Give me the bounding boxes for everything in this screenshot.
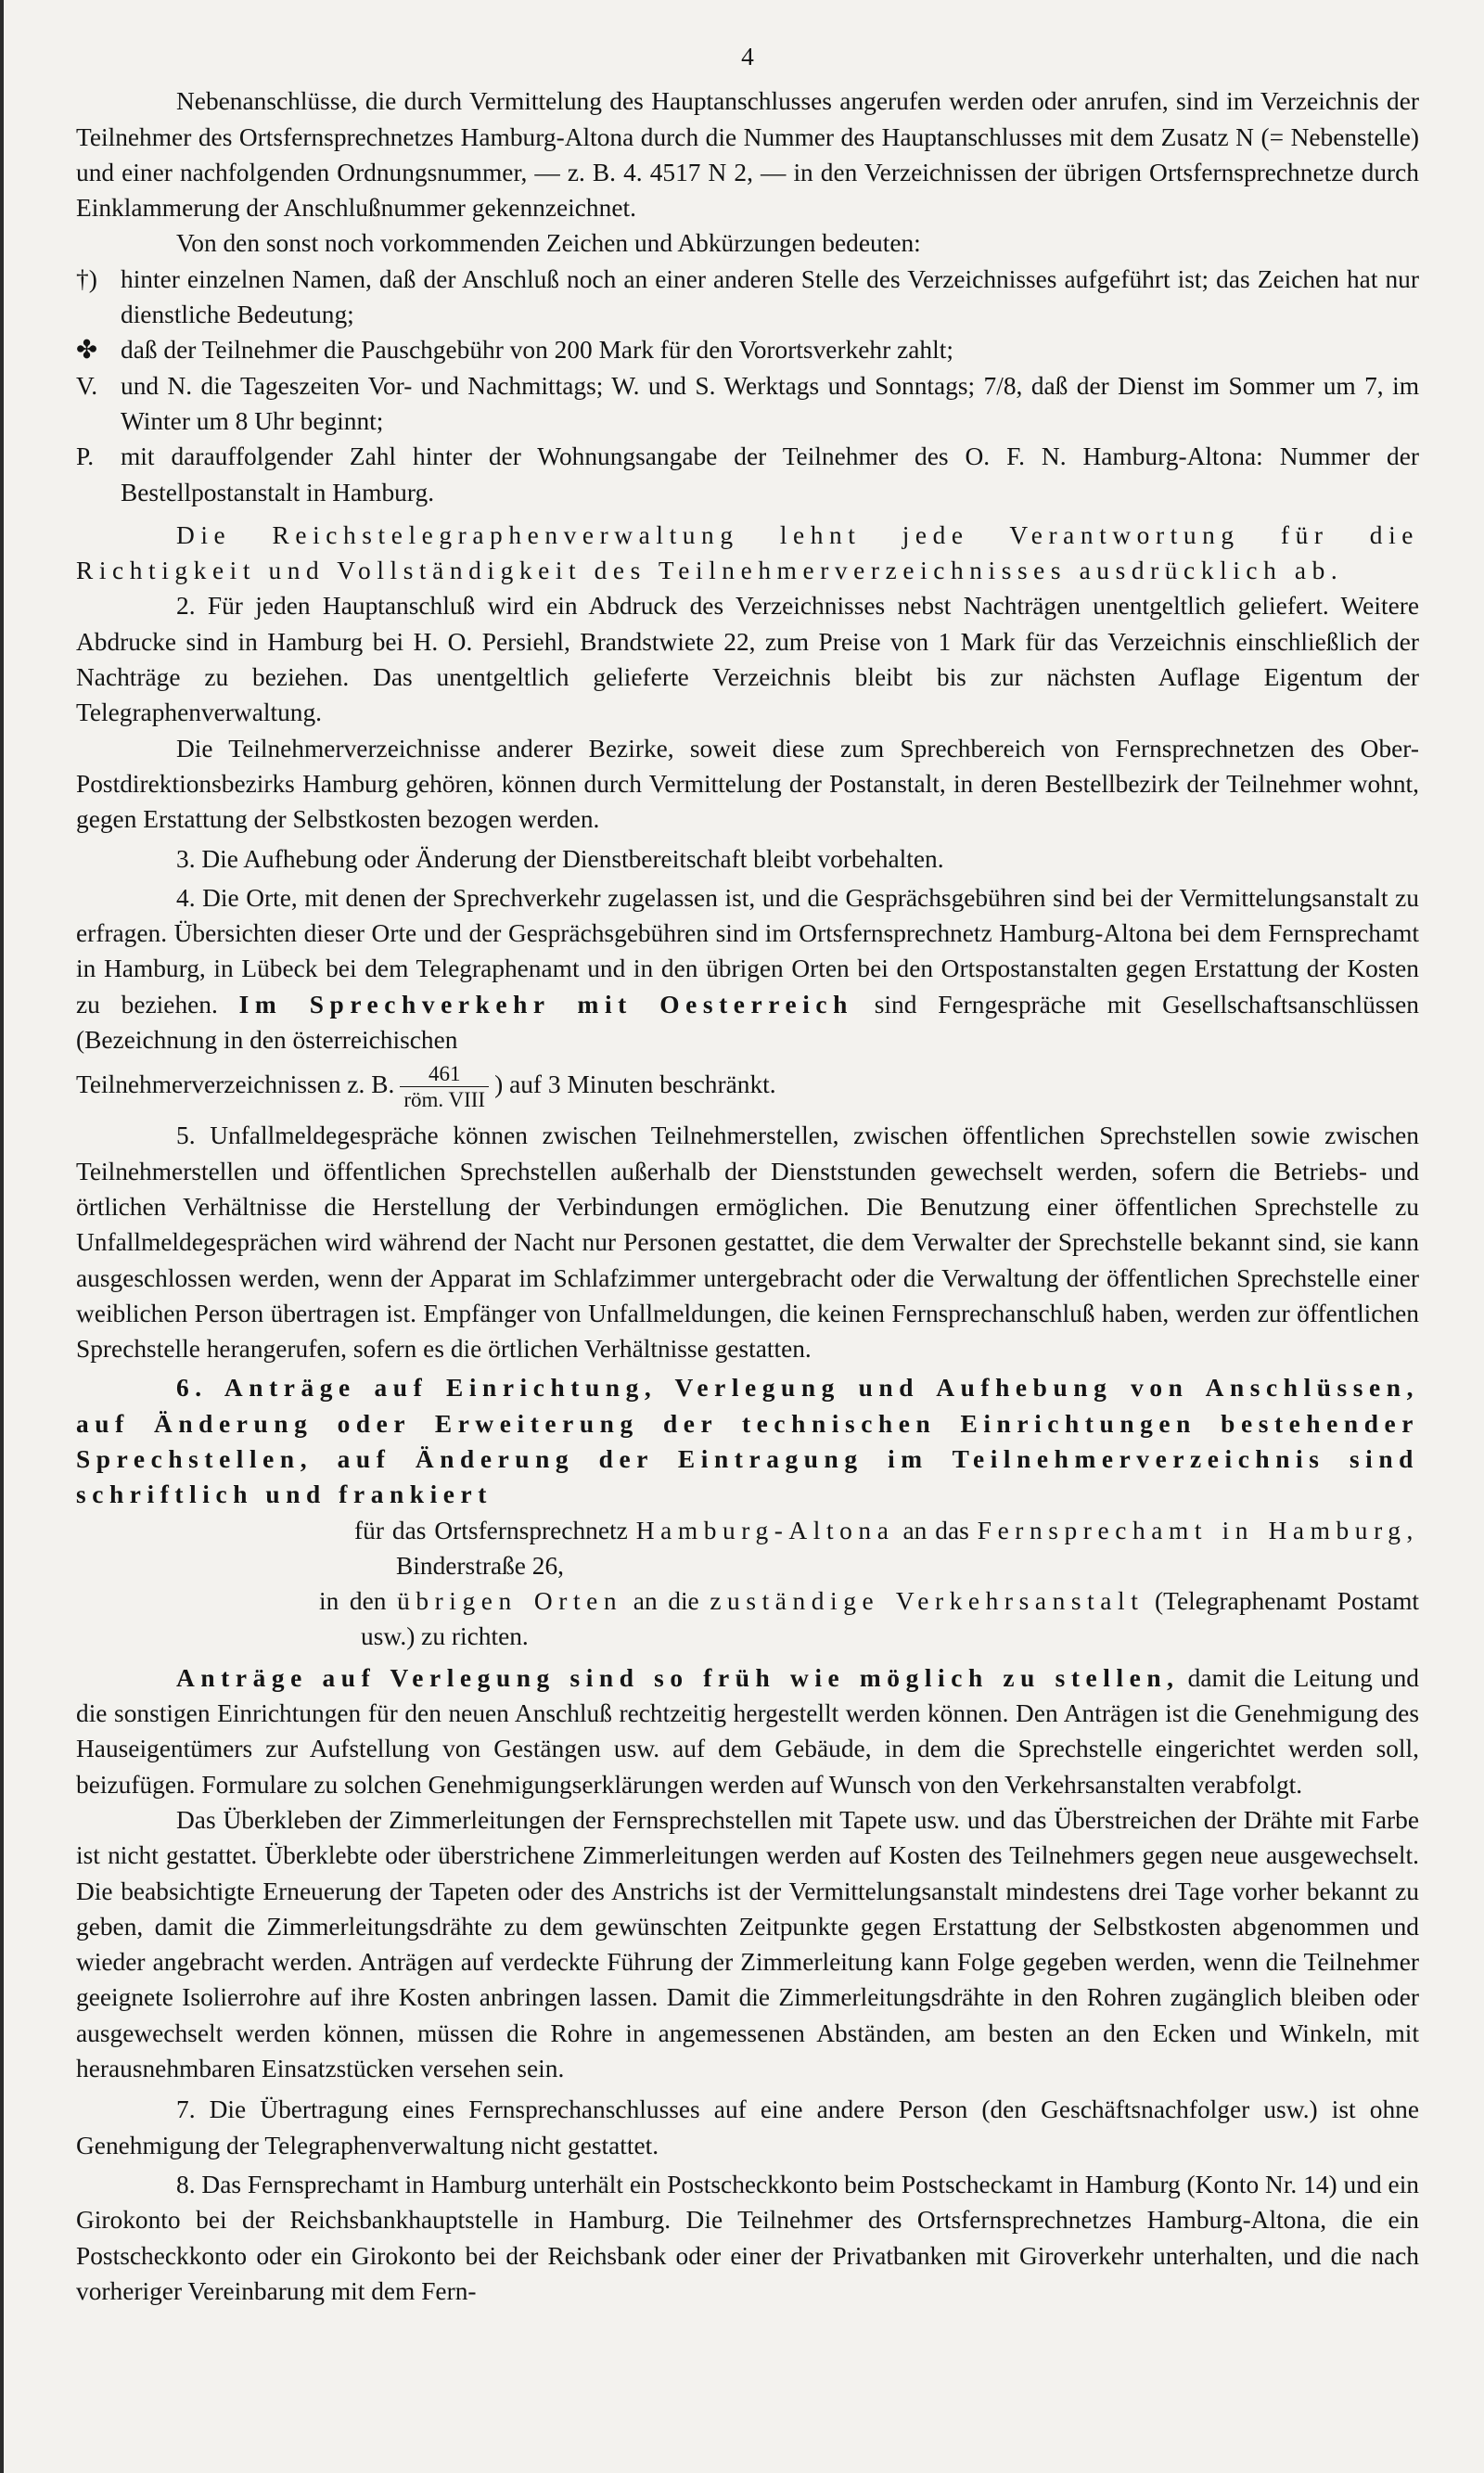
section-2-paragraph: 2. Für jeden Hauptanschluß wird ein Abdruck des Verzeichnisses nebst Nachträgen unentgeltlich geliefert. Weitere Abdrucke sind in Hamburg bei H. O. Persiehl, Brandstwiete 22, zum Preise von 1 Mark für das Verzeichnis einschließlich der Nachträge zu beziehen. Das unentgeltlich gelieferte Verzeichnis bleibt bis zur nächsten Auflage Eigentum der Telegraphenverwaltung. (76, 592, 1419, 727)
fraction (400, 1061, 489, 1112)
section-4: 4. Die Orte, mit denen der Sprechverkehr zugelassen ist, und die Gesprächsgebühren sind bei der Vermittelungsanstalt zu erfragen. Übersichten dieser Orte und der Gesprächsgebühren sind im Ortsfernsprechnetz Hamburg-Altona bei dem Fernsprechamt in Hamburg, in Lübeck bei dem Telegraphenamt und in den übrigen Orten bei den Ortspostanstalten gegen Erstattung der Kosten zu beziehen. Im Sprechverkehr mit Oesterreich sind Ferngespräche mit Gesellschaftsanschlüssen (Bezeichnung in den österreichischen (76, 883, 1419, 1055)
sign-text: und N. die Tageszeiten Vor- und Nachmittags; W. und S. Werktags und Sonntags; 7/8, daß der Dienst im Sommer um 7, im Winter um 8 Uhr beginnt; (121, 371, 1419, 435)
sign-text: mit darauffolgender Zahl hinter der Wohnungsangabe der Teilnehmer des O. F. N. Hamburg-Altona: Nummer der Bestellpostanstalt in Hamburg. (121, 442, 1419, 506)
v-symbol: V. (76, 371, 98, 400)
sign-item-flower (76, 332, 1419, 367)
spaced-austria: Im Sprechverkehr mit Oesterreich (238, 990, 853, 1019)
dagger-symbol: †) (76, 264, 97, 293)
page-content (76, 39, 1419, 2309)
flower-symbol: ✤ (76, 336, 97, 365)
intro-paragraph: Nebenanschlüsse, die durch Vermittelung des Hauptanschlusses angerufen werden oder anrufen, sind im Verzeichnis der Teilnehmer des Ortsfernsprechnetzes Hamburg-Altona durch die Nummer des Hauptanschlusses mit dem Zusatz N (= Nebenstelle) und einer nachfolgenden Ordnungsnummer, — z. B. 4. 4517 N 2, — in den Verzeichnissen der übrigen Ortsfernsprechnetze durch Einklammerung der Anschlußnummer gekennzeichnet. (76, 87, 1419, 223)
sign-text: hinter einzelnen Namen, daß der Anschluß noch an einer anderen Stelle des Verzeichnisses aufgeführt ist; das Zeichen hat nur dienstliche Bedeutung; (121, 264, 1419, 329)
fraction-numerator: 461 (400, 1061, 489, 1087)
section-4-fraction-line: Teilnehmerverzeichnissen z. B. $\frac{461}{\text{röm. VIII}}$ ) auf 3 Minuten beschränkt. (76, 1062, 776, 1112)
section-6-wiring: Das Überkleben der Zimmerleitungen der Fernsprechstellen mit Tapete usw. und das Überstreichen der Drähte mit Farbe ist nicht gestattet. Überklebte oder überstrichene Zimmerleitungen werden auf Kosten des Teilnehmers gegen neue ausgewechselt. Die beabsichtigte Erneuerung der Tapeten oder des Anstrichs ist der Vermittelungsanstalt mindestens drei Tage vorher bekannt zu geben, damit die Zimmerleitungsdrähte zu dem gewünschten Zeitpunkte gegen Erstattung der Selbstkosten abgenommen und wieder angebracht werden. Anträgen auf verdeckte Führung der Zimmerleitung kann Folge gegeben werden, wenn die Teilnehmer geeignete Isolierrohre auf ihre Kosten anbringen lassen. Damit die Zimmerleitungsdrähte in den Rohren zugänglich bleiben oder ausgewechselt werden können, müssen die Rohre in angemessenen Abständen, am besten an den Ecken und Winkeln, mit herausnehmbaren Einsatzstücken versehen sein. (76, 1805, 1419, 2083)
section-8: 8. Das Fernsprechamt in Hamburg unterhält ein Postscheckkonto beim Postscheckamt in Hamburg (Konto Nr. 14) und ein Girokonto bei der Reichsbankhauptstelle in Hamburg. Die Teilnehmer des Ortsfernsprechnetzes Hamburg-Altona, die ein Postscheckkonto oder ein Girokonto bei der Reichsbank oder einer der Privatbanken mit Giroverkehr unterhalten, und die nach vorheriger Vereinbarung mit dem Fern- (76, 2170, 1419, 2305)
section-6-lead: 6. Anträge auf Einrichtung, Verlegung und Aufhebung von Anschlüssen, auf Änderung oder Erweiterung der technischen Einrichtungen bestehender Sprechstellen, auf Änderung der Eintragung im Teilnehmerverzeichnis sind schriftlich und frankiert (76, 1374, 1419, 1509)
section-7: 7. Die Übertragung eines Fernsprechanschlusses auf eine andere Person (den Geschäftsnachfolger usw.) ist ohne Genehmigung der Telegraphenverwaltung nicht gestattet. (76, 2095, 1419, 2159)
sign-item-dagger (76, 262, 1419, 333)
section-6-address-other: in den übrigen Orten an die zuständige Verkehrsanstalt (Telegraphenamt Postamt usw.) zu richten. (319, 1587, 1420, 1651)
sign-item-p (76, 439, 1419, 510)
page-number: 4 (741, 43, 754, 70)
sign-item-v (76, 368, 1419, 440)
section-6-relocation: Anträge auf Verlegung sind so früh wie möglich zu stellen, damit die Leitung und die sonstigen Einrichtungen für den neuen Anschluß rechtzeitig hergestellt werden können. Den Anträgen ist die Genehmigung des Hauseigentümers zur Aufstellung von Gestängen usw. auf dem Gebäude, in dem die Sprechstelle eingerichtet werden soll, beizufügen. Formulare zu solchen Genehmigungserklärungen werden auf Wunsch von den Verkehrsanstalten verabfolgt. (76, 1663, 1419, 1799)
section-3: 3. Die Aufhebung oder Änderung der Dienstbereitschaft bleibt vorbehalten. (176, 844, 944, 873)
disclaimer: Die Reichstelegraphenverwaltung lehnt jede Verantwortung für die Richtigkeit und Vollständigkeit des Teilnehmerverzeichnisses ausdrücklich ab. (76, 520, 1419, 585)
section-2-other-districts: Die Teilnehmerverzeichnisse anderer Bezirke, soweit diese zum Sprechbereich von Fernsprechnetzen des Ober-Postdirektionsbezirks Hamburg gehören, können durch Vermittelung der Postanstalt, in deren Bestellbezirk der Teilnehmer wohnt, gegen Erstattung der Selbstkosten bezogen werden. (76, 734, 1419, 834)
p-symbol: P. (76, 442, 95, 471)
signs-intro: Von den sonst noch vorkommenden Zeichen und Abkürzungen bedeuten: (176, 229, 921, 258)
fraction-denominator: röm. VIII (403, 1088, 486, 1112)
section-5: 5. Unfallmeldegespräche können zwischen Teilnehmerstellen, zwischen öffentlichen Sprechstellen sowie zwischen Teilnehmerstellen und öffentlichen Sprechstellen außerhalb der Dienststunden gewechselt werden, sofern die Betriebs- und örtlichen Verhältnisse die Herstellung der Verbindungen ermöglichen. Die Benutzung einer öffentlichen Sprechstelle zu Unfallmeldegesprächen wird während der Nacht nur Personen gestattet, die dem Verwalter der Sprechstelle bekannt sind, sie kann ausgeschlossen werden, wenn der Apparat im Schlafzimmer untergebracht oder die Verwaltung der öffentlichen Sprechstelle einer weiblichen Person übertragen ist. Empfänger von Unfallmeldungen, die keinen Fernsprechanschluß haben, werden zur öffentlichen Sprechstelle herangerufen, sofern es die örtlichen Verhältnisse gestatten. (76, 1121, 1419, 1364)
section-6-address-hamburg: für das Ortsfernsprechnetz Hamburg-Altona an das Fernsprechamt in Hamburg, Binderstraße 26, (354, 1516, 1419, 1580)
sign-text: daß der Teilnehmer die Pauschgebühr von 200 Mark für den Vorortsverkehr zahlt; (121, 336, 953, 365)
